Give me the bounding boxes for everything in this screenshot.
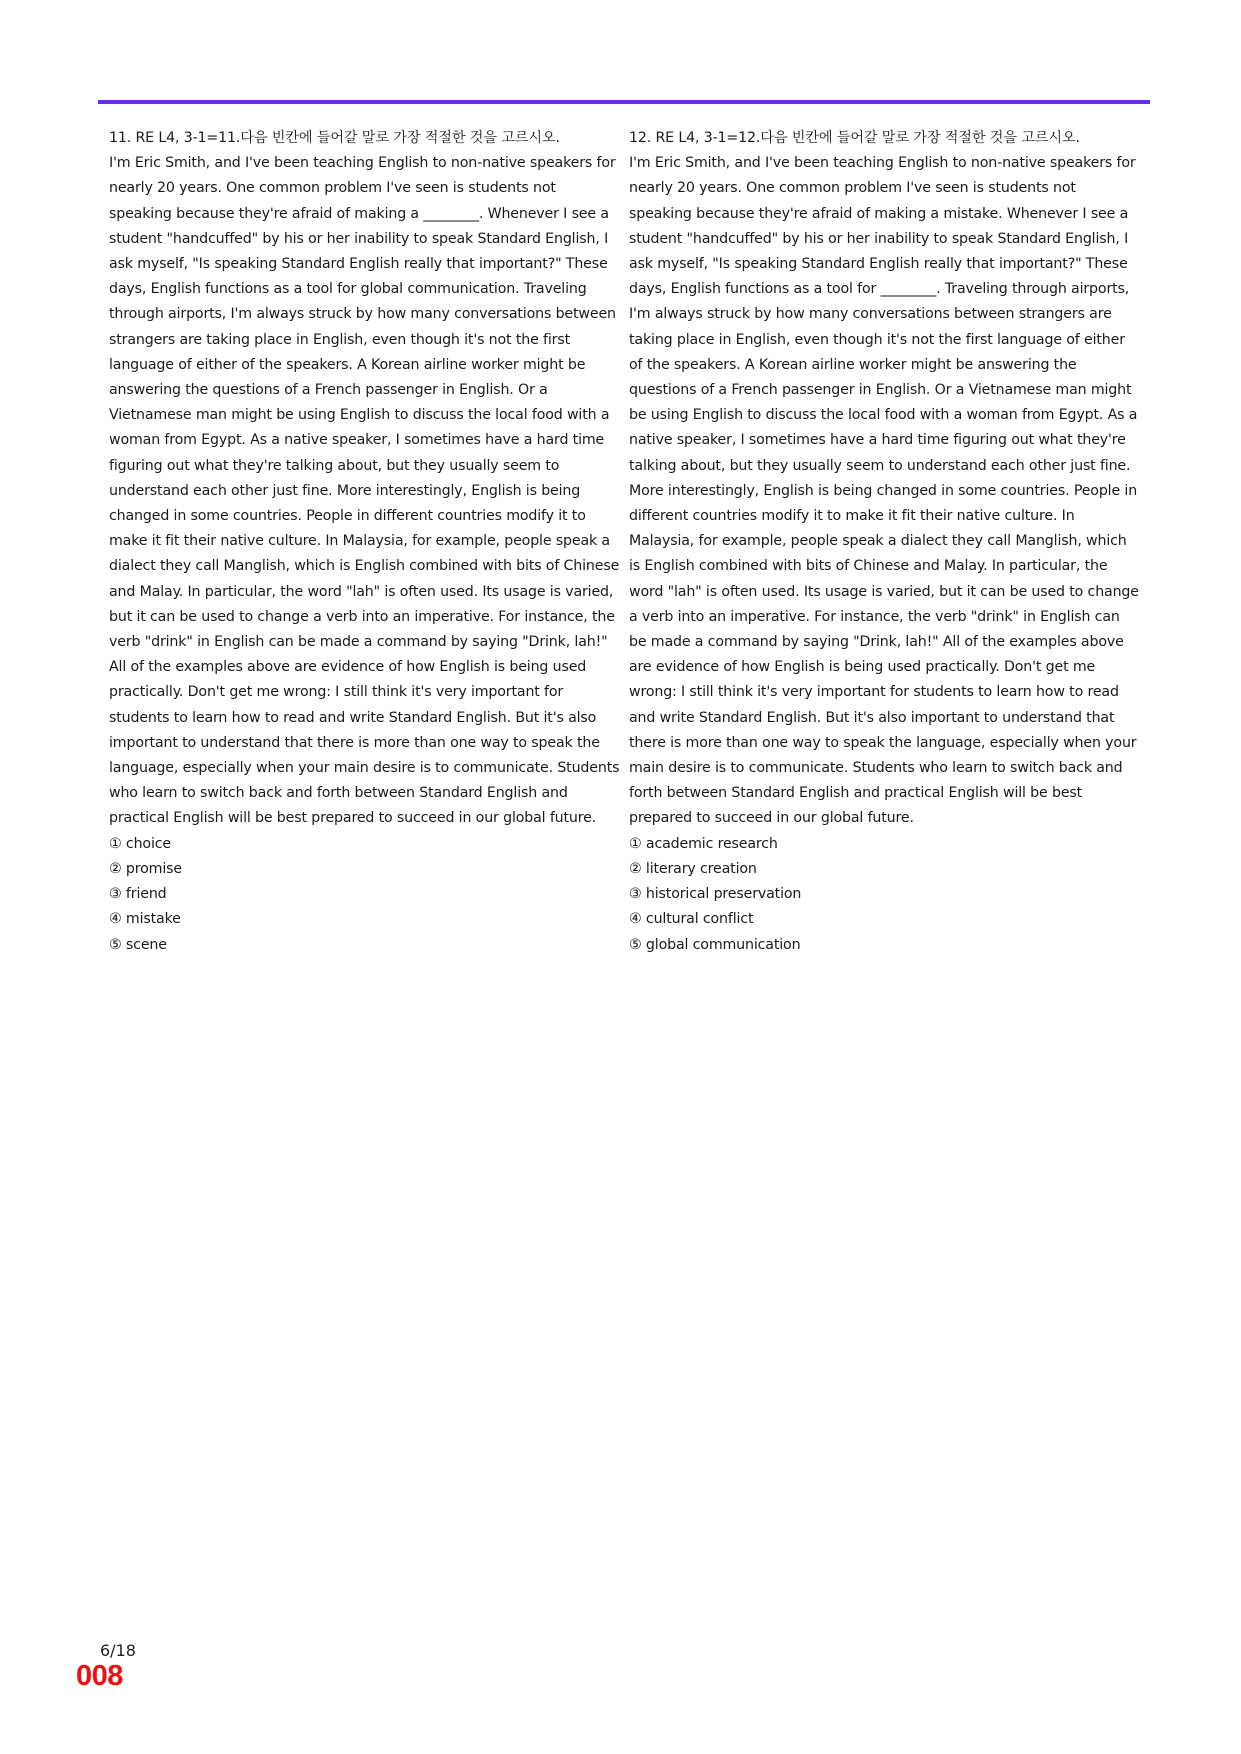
question-11-choice-5[interactable]: ⑤ scene (109, 936, 167, 953)
question-12-passage: I'm Eric Smith, and I've been teaching English to non-native speakers for nearly 20 years. One common problem I've seen is students not speaking because they're afraid of making a mistake. Whenever I see a student "handcuffed" by his or her inability to speak Standard English, I ask myself, "Is speaking Standard English really that important?" These days, English functions as a tool for ________. Traveling through airports, I'm always struck by how many conversations between strangers are taking place in English, even though it's not the first language of either of the speakers. A Korean airline worker might be answering the questions of a French passenger in English. Or a Vietnamese man might be using English to discuss the local food with a woman from Egypt. As a native speaker, I sometimes have a hard time figuring out what they're talking about, but they usually seem to understand each other just fine. More interestingly, English is being changed in some countries. People in different countries modify it to make it fit their native culture. In Malaysia, for example, people speak a dialect they call Manglish, which is English combined with bits of Chinese and Malay. In particular, the word "lah" is often used. Its usage is varied, but it can be used to change a verb into an imperative. For instance, the verb "drink" in English can be made a command by saying "Drink, lah!" All of the examples above are evidence of how English is being used practically. Don't get me wrong: I still think it's very important for students to learn how to read and write Standard English. But it's also important to understand that there is more than one way to speak the language, especially when your main desire is to communicate. Students who learn to switch back and forth between Standard English and practical English will be best prepared to succeed in our global future. (629, 155, 1139, 827)
question-12-choice-3[interactable]: ③ historical preservation (629, 886, 802, 903)
question-11-passage: I'm Eric Smith, and I've been teaching English to non-native speakers for nearly 20 years. One common problem I've seen is students not speaking because they're afraid of making a ________. Whenever I see a student "handcuffed" by his or her inability to speak Standard English, I ask myself, "Is speaking Standard English really that important?" These days, English functions as a tool for global communication. Traveling through airports, I'm always struck by how many conversations between strangers are taking place in English, even though it's not the first language of either of the speakers. A Korean airline worker might be answering the questions of a French passenger in English. Or a Vietnamese man might be using English to discuss the local food with a woman from Egypt. As a native speaker, I sometimes have a hard time figuring out what they're talking about, but they usually seem to understand each other just fine. More interestingly, English is being changed in some countries. People in different countries modify it to make it fit their native culture. In Malaysia, for example, people speak a dialect they call Manglish, which is English combined with bits of Chinese and Malay. In particular, the word "lah" is often used. Its usage is varied, but it can be used to change a verb into an imperative. For instance, the verb "drink" in English can be made a command by saying "Drink, lah!" All of the examples above are evidence of how English is being used practically. Don't get me wrong: I still think it's very important for students to learn how to read and write Standard English. But it's also important to understand that there is more than one way to speak the language, especially when your main desire is to communicate. Students who learn to switch back and forth between Standard English and practical English will be best prepared to succeed in our global future. (109, 155, 620, 827)
question-11-choices (109, 832, 621, 958)
question-11-header: 11. RE L4, 3-1=11.다음 빈칸에 들어갈 말로 가장 적절한 것을 고르시오. (109, 130, 560, 146)
question-11-choice-1[interactable]: ① choice (109, 835, 171, 852)
question-12-choice-4[interactable]: ④ cultural conflict (629, 911, 754, 928)
page-code: 008 (76, 1660, 123, 1692)
question-11-choice-3[interactable]: ③ friend (109, 886, 167, 903)
question-12 (629, 126, 1141, 958)
question-11-choice-2[interactable]: ② promise (109, 860, 182, 877)
question-12-choice-1[interactable]: ① academic research (629, 835, 778, 852)
question-12-choice-5[interactable]: ⑤ global communication (629, 936, 801, 953)
header-divider (98, 100, 1150, 104)
question-11-choice-4[interactable]: ④ mistake (109, 911, 181, 928)
page-number: 6/18 (100, 1641, 136, 1660)
question-12-choices (629, 832, 1141, 958)
question-11 (109, 126, 621, 958)
question-12-header: 12. RE L4, 3-1=12.다음 빈칸에 들어갈 말로 가장 적절한 것을 고르시오. (629, 130, 1080, 146)
question-12-choice-2[interactable]: ② literary creation (629, 860, 757, 877)
